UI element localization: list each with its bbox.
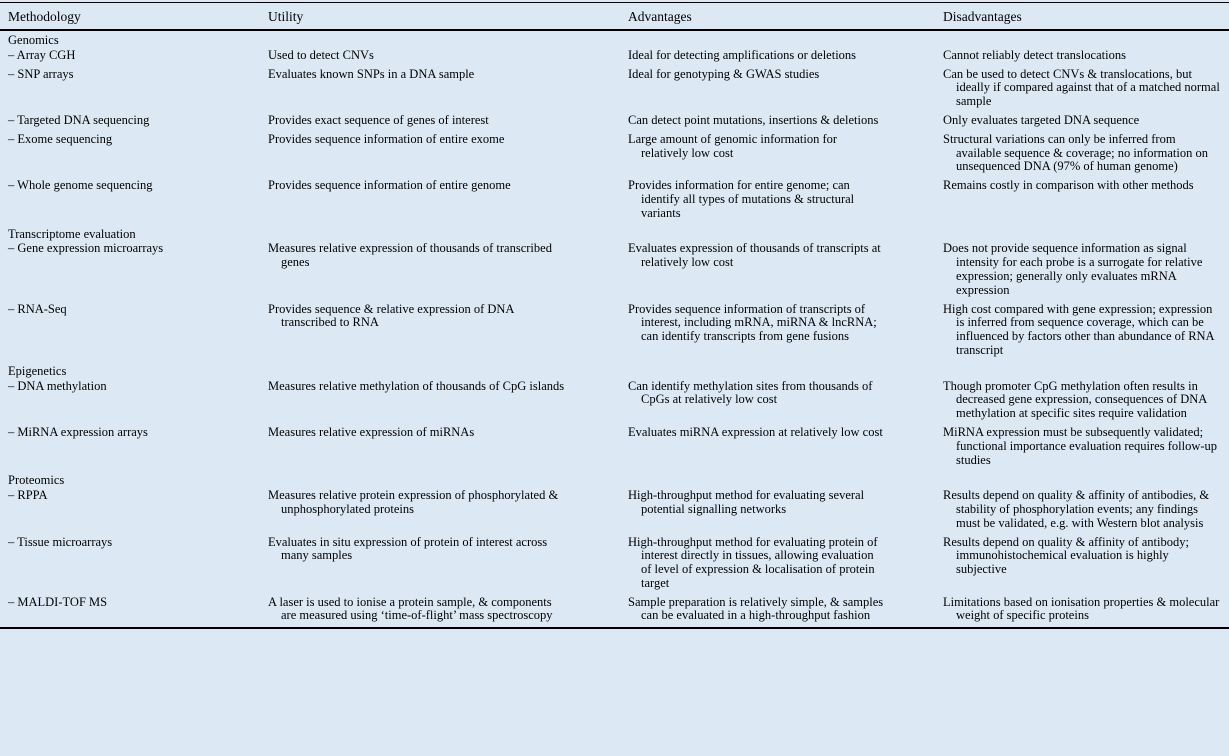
- cell-utility: Measures relative expression of miRNAs: [268, 424, 475, 439]
- cell-utility: Provides sequence information of entire exome: [268, 131, 505, 146]
- cell-utility: Evaluates known SNPs in a DNA sample: [268, 66, 475, 81]
- row-rna-seq: [0, 302, 1229, 362]
- row-dna-methylation: [0, 379, 1229, 425]
- cell-advantages: Can identify methylation sites from thousands of CpGs at relatively low cost: [628, 378, 873, 407]
- row-targeted-dna-sequencing: [0, 113, 1229, 132]
- cell-advantages: Ideal for genotyping & GWAS studies: [628, 66, 820, 81]
- cell-utility: Measures relative expression of thousands of transcribed genes: [268, 241, 552, 270]
- cell-methodology: – SNP arrays: [8, 66, 74, 81]
- column-header-utility: Utility: [260, 3, 620, 31]
- cell-utility: Used to detect CNVs: [268, 47, 374, 62]
- cell-advantages: Ideal for detecting amplifications or deletions: [628, 47, 857, 62]
- cell-methodology: – Tissue microarrays: [8, 534, 113, 549]
- cell-utility: Measures relative protein expression of phosphorylated & unphosphorylated proteins: [268, 488, 559, 516]
- cell-methodology: – RPPA: [8, 488, 48, 503]
- cell-methodology: – Gene expression microarrays: [8, 241, 164, 256]
- section-epigenetics: [0, 362, 1229, 379]
- cell-disadvantages: Structural variations can only be inferred from available sequence & coverage; no information on unsequenced DNA (97% of human genome): [943, 131, 1208, 174]
- section-title: Genomics: [8, 33, 59, 47]
- cell-utility: A laser is used to ionise a protein sample, & components are measured using ‘time-of-flight’ mass spectroscopy: [268, 594, 553, 623]
- cell-methodology: – Targeted DNA sequencing: [8, 112, 150, 127]
- cell-utility: Measures relative methylation of thousands of CpG islands: [268, 378, 565, 393]
- row-maldi-tof-ms: [0, 595, 1229, 629]
- cell-methodology: – RNA-Seq: [8, 301, 67, 316]
- cell-disadvantages: High cost compared with gene expression; expression is inferred from sequence coverage, which can be influenced by factors other than abundance of RNA transcript: [943, 301, 1214, 357]
- cell-disadvantages: Does not provide sequence information as signal intensity for each probe is a surrogate for relative expression; generally only evaluates mRNA expression: [943, 241, 1203, 297]
- cell-methodology: – DNA methylation: [8, 378, 107, 393]
- row-mirna-expression-arrays: [0, 425, 1229, 471]
- row-gene-expression-microarrays: [0, 241, 1229, 301]
- cell-disadvantages: Only evaluates targeted DNA sequence: [943, 112, 1140, 127]
- cell-disadvantages: Can be used to detect CNVs & translocations, but ideally if compared against that of a matched normal sample: [943, 66, 1220, 109]
- cell-methodology: – MALDI-TOF MS: [8, 594, 108, 609]
- cell-advantages: Can detect point mutations, insertions & deletions: [628, 112, 879, 127]
- cell-advantages: Provides information for entire genome; can identify all types of mutations & structural variants: [628, 178, 855, 220]
- cell-utility: Evaluates in situ expression of protein of interest across many samples: [268, 534, 548, 563]
- column-header-advantages: Advantages: [620, 3, 935, 31]
- section-title: Proteomics: [8, 473, 65, 488]
- cell-utility: Provides sequence information of entire genome: [268, 178, 511, 193]
- cell-disadvantages: Though promoter CpG methylation often results in decreased gene expression, consequences of DNA methylation at specific sites require validation: [943, 378, 1207, 421]
- section-genomics: [0, 30, 1229, 48]
- column-header-methodology: Methodology: [0, 3, 260, 31]
- column-header-disadvantages: Disadvantages: [935, 3, 1229, 31]
- cell-advantages: High-throughput method for evaluating protein of interest directly in tissues, allowing evaluation of level of expression & localisation of protein target: [628, 534, 878, 590]
- methodology-comparison-table: [0, 2, 1229, 629]
- row-exome-sequencing: [0, 132, 1229, 178]
- cell-advantages: Large amount of genomic information for relatively low cost: [628, 131, 838, 160]
- cell-methodology: – MiRNA expression arrays: [8, 424, 148, 439]
- row-array-cgh: [0, 48, 1229, 67]
- cell-advantages: Sample preparation is relatively simple, & samples can be evaluated in a high-throughput fashion: [628, 594, 884, 623]
- row-snp-arrays: [0, 67, 1229, 113]
- cell-methodology: – Array CGH: [8, 47, 76, 62]
- table-header-row: [0, 3, 1229, 31]
- section-proteomics: [0, 471, 1229, 488]
- row-tissue-microarrays: [0, 535, 1229, 595]
- cell-disadvantages: Results depend on quality & affinity of antibodies, & stability of phosphorylation events; any findings must be validated, e.g. with Western blot analysis: [943, 488, 1210, 530]
- row-whole-genome-sequencing: [0, 178, 1229, 224]
- cell-disadvantages: Remains costly in comparison with other methods: [943, 178, 1194, 193]
- cell-disadvantages: Limitations based on ionisation properties & molecular weight of specific proteins: [943, 594, 1220, 623]
- section-transcriptome-evaluation: [0, 225, 1229, 242]
- cell-methodology: – Whole genome sequencing: [8, 178, 153, 193]
- cell-disadvantages: Cannot reliably detect translocations: [943, 47, 1126, 62]
- section-title: Transcriptome evaluation: [8, 226, 136, 241]
- cell-advantages: Evaluates miRNA expression at relatively low cost: [628, 424, 883, 439]
- row-rppa: [0, 488, 1229, 534]
- cell-utility: Provides exact sequence of genes of interest: [268, 112, 489, 127]
- cell-advantages: Provides sequence information of transcripts of interest, including mRNA, miRNA & lncRNA; can identify transcripts from gene fusions: [628, 301, 877, 344]
- cell-disadvantages: Results depend on quality & affinity of antibody; immunohistochemical evaluation is highly subjective: [943, 534, 1189, 577]
- cell-disadvantages: MiRNA expression must be subsequently validated; functional importance evaluation requires follow-up studies: [943, 424, 1218, 467]
- section-title: Epigenetics: [8, 363, 67, 378]
- cell-advantages: Evaluates expression of thousands of transcripts at relatively low cost: [628, 241, 881, 270]
- cell-advantages: High-throughput method for evaluating several potential signalling networks: [628, 488, 865, 516]
- cell-utility: Provides sequence & relative expression of DNA transcribed to RNA: [268, 301, 514, 330]
- cell-methodology: – Exome sequencing: [8, 131, 113, 146]
